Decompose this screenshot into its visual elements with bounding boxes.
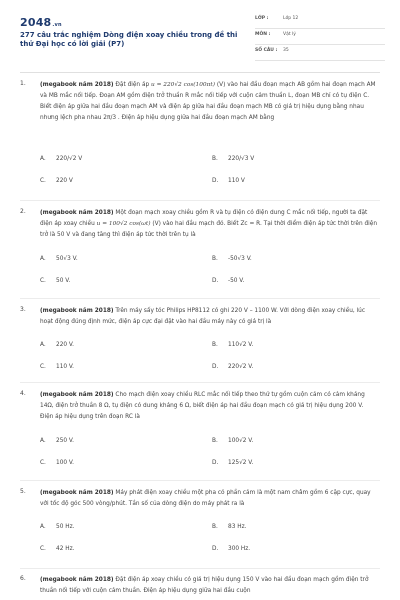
question-stem: [40, 80, 378, 124]
document-title: 277 câu trắc nghiệm Dòng điện xoay chiều trong đề thi thử Đại học có lời giải (P7): [20, 31, 238, 48]
question-source: (megabook năm 2018): [40, 308, 114, 314]
meta-row-class: [255, 13, 385, 29]
option-letter: B.: [212, 256, 218, 262]
site-logo[interactable]: [20, 16, 62, 29]
stem-text-before: Trên máy sấy tóc Philips HP8112 có ghi 220 V – 1100 W. Với dòng điện xoay chiều, lúc hoạt động đúng định mức, điện áp cực đại đặt vào hai đầu máy này có giá trị là: [40, 308, 366, 325]
option-letter: C.: [40, 546, 46, 552]
option-letter: D.: [212, 278, 219, 284]
option-text: -50 V.: [228, 278, 245, 284]
option-text: 220 V: [56, 178, 73, 184]
option-c[interactable]: [40, 178, 73, 184]
option-text: -50√3 V.: [228, 256, 252, 262]
option-b[interactable]: [212, 342, 253, 348]
question-divider: [20, 200, 380, 201]
option-text: 42 Hz.: [56, 546, 75, 552]
question-divider: [20, 298, 380, 299]
option-text: 220 V.: [56, 342, 74, 348]
option-c[interactable]: [40, 546, 74, 552]
meta-label: MÔN :: [255, 32, 271, 37]
option-d[interactable]: [212, 546, 250, 552]
question-stem: [40, 575, 378, 597]
option-d[interactable]: [212, 364, 253, 370]
meta-label: LỚP :: [255, 16, 269, 21]
option-text: 100√2 V.: [228, 438, 254, 444]
option-letter: A.: [40, 524, 46, 530]
option-a[interactable]: [40, 524, 74, 530]
question-number: 4.: [20, 390, 26, 397]
option-letter: D.: [212, 460, 219, 466]
question-stem: [40, 306, 378, 328]
option-c[interactable]: [40, 278, 70, 284]
question-source: (megabook năm 2018): [40, 210, 114, 216]
option-letter: D.: [212, 364, 219, 370]
formula: u = 220√2 cos(100πt): [151, 82, 216, 88]
meta-value: Lớp 12: [283, 16, 299, 21]
option-b[interactable]: [212, 256, 252, 262]
option-text: 50 V.: [56, 278, 71, 284]
header-divider: [20, 72, 380, 73]
option-text: 220/√3 V: [228, 156, 255, 162]
option-text: 50 Hz.: [56, 524, 75, 530]
question-number: 1.: [20, 80, 26, 87]
option-c[interactable]: [40, 364, 74, 370]
option-text: 300 Hz.: [228, 546, 251, 552]
option-letter: C.: [40, 364, 46, 370]
option-a[interactable]: [40, 438, 74, 444]
option-text: 250 V.: [56, 438, 74, 444]
option-letter: A.: [40, 342, 46, 348]
stem-text-before: Đặt điện áp: [113, 82, 152, 88]
question-source: (megabook năm 2018): [40, 392, 114, 398]
option-text: 110√2 V.: [228, 342, 254, 348]
meta-row-count: [255, 45, 385, 61]
stem-text-before: Máy phát điện xoay chiều một pha có phần cảm là một nam châm gồm 6 cặp cực, quay với tốc độ góc 500 vòng/phút. Tần số của dòng điện do máy phát ra là: [40, 490, 371, 507]
option-letter: A.: [40, 438, 46, 444]
stem-text-before: Cho mạch điện xoay chiều RLC mắc nối tiếp theo thứ tự gồm cuộn cảm có cảm kháng 14Ω, điện trở thuần 8 Ω, tụ điện có dung kháng 6 Ω, biết điện áp hai đầu đoạn mạch có giá trị hiệu dụng 200 V. Điện áp hiệu dụng trên đoạn RC là: [40, 392, 365, 420]
option-b[interactable]: [212, 438, 253, 444]
option-text: 83 Hz.: [228, 524, 247, 530]
option-text: 220√2 V.: [228, 364, 254, 370]
meta-row-subject: [255, 29, 385, 45]
logo-main: 2048: [20, 16, 52, 29]
stem-text-before: Một đoạn mạch xoay chiều gồm R và tụ điện có điện dung C mắc nối tiếp, người ta đặt điện áp xoay chiều: [40, 210, 368, 227]
option-letter: B.: [212, 524, 218, 530]
option-letter: A.: [40, 156, 46, 162]
meta-value: 35: [283, 48, 289, 53]
question-stem: [40, 488, 378, 510]
option-letter: D.: [212, 546, 219, 552]
option-letter: C.: [40, 178, 46, 184]
option-d[interactable]: [212, 460, 253, 466]
stem-text-after: (V) vào hai đầu mạch đó. Biết Zc = R. Tại thời điểm điện áp tức thời trên điện trở là 50 V và đang tăng thì điện áp tức thời trên tụ là: [40, 221, 378, 238]
option-letter: B.: [212, 438, 218, 444]
option-d[interactable]: [212, 178, 245, 184]
option-text: 220/√2 V: [56, 156, 83, 162]
document-header: [0, 0, 400, 66]
logo-suffix: .vn: [52, 22, 62, 28]
option-text: 100 V.: [56, 460, 74, 466]
option-c[interactable]: [40, 460, 74, 466]
option-b[interactable]: [212, 524, 246, 530]
question-source: (megabook năm 2018): [40, 82, 114, 88]
question-number: 5.: [20, 488, 26, 495]
option-letter: C.: [40, 278, 46, 284]
question-number: 3.: [20, 306, 26, 313]
option-letter: C.: [40, 460, 46, 466]
question-source: (megabook năm 2018): [40, 490, 114, 496]
question-stem: [40, 390, 378, 423]
option-d[interactable]: [212, 278, 244, 284]
stem-text-before: Đặt điện áp xoay chiều có giá trị hiệu dụng 150 V vào hai đầu đoạn mạch gồm điện trở thuần nối tiếp với cuộn cảm thuần. Điện áp hiệu dụng giữa hai đầu cuộn: [40, 577, 369, 594]
option-letter: B.: [212, 156, 218, 162]
stem-text-after: (V) vào hai đầu đoạn mạch AB gồm hai đoạn mạch AM và MB mắc nối tiếp. Đoạn AM gồm điện trở thuần R mắc nối tiếp với cuộn cảm thuần L, đoạn MB chỉ có tụ điện C. Biết điện áp giữa hai đầu đoạn mạch AM và điện áp giữa hai đầu đoạn mạch MB có giá trị hiệu dụng bằng nhau nhưng lệch pha nhau 2π/3 . Điện áp hiệu dụng giữa hai đầu đoạn mạch AM bằng: [40, 82, 376, 121]
question-source: (megabook năm 2018): [40, 577, 114, 583]
question-divider: [20, 480, 380, 481]
option-letter: D.: [212, 178, 219, 184]
document-meta: [255, 13, 385, 61]
question-number: 6.: [20, 575, 26, 582]
option-a[interactable]: [40, 342, 74, 348]
option-text: 125√2 V.: [228, 460, 254, 466]
option-a[interactable]: [40, 256, 78, 262]
option-text: 110 V: [228, 178, 245, 184]
option-a[interactable]: [40, 156, 82, 162]
option-letter: A.: [40, 256, 46, 262]
question-divider: [20, 382, 380, 383]
option-b[interactable]: [212, 156, 254, 162]
question-number: 2.: [20, 208, 26, 215]
formula: u = 100√2 cos(ωt): [96, 221, 151, 227]
option-letter: B.: [212, 342, 218, 348]
option-text: 50√3 V.: [56, 256, 78, 262]
question-divider: [20, 568, 380, 569]
meta-value: Vật lý: [283, 32, 296, 37]
meta-label: SỐ CÂU :: [255, 48, 278, 53]
option-text: 110 V.: [56, 364, 74, 370]
question-stem: [40, 208, 378, 241]
